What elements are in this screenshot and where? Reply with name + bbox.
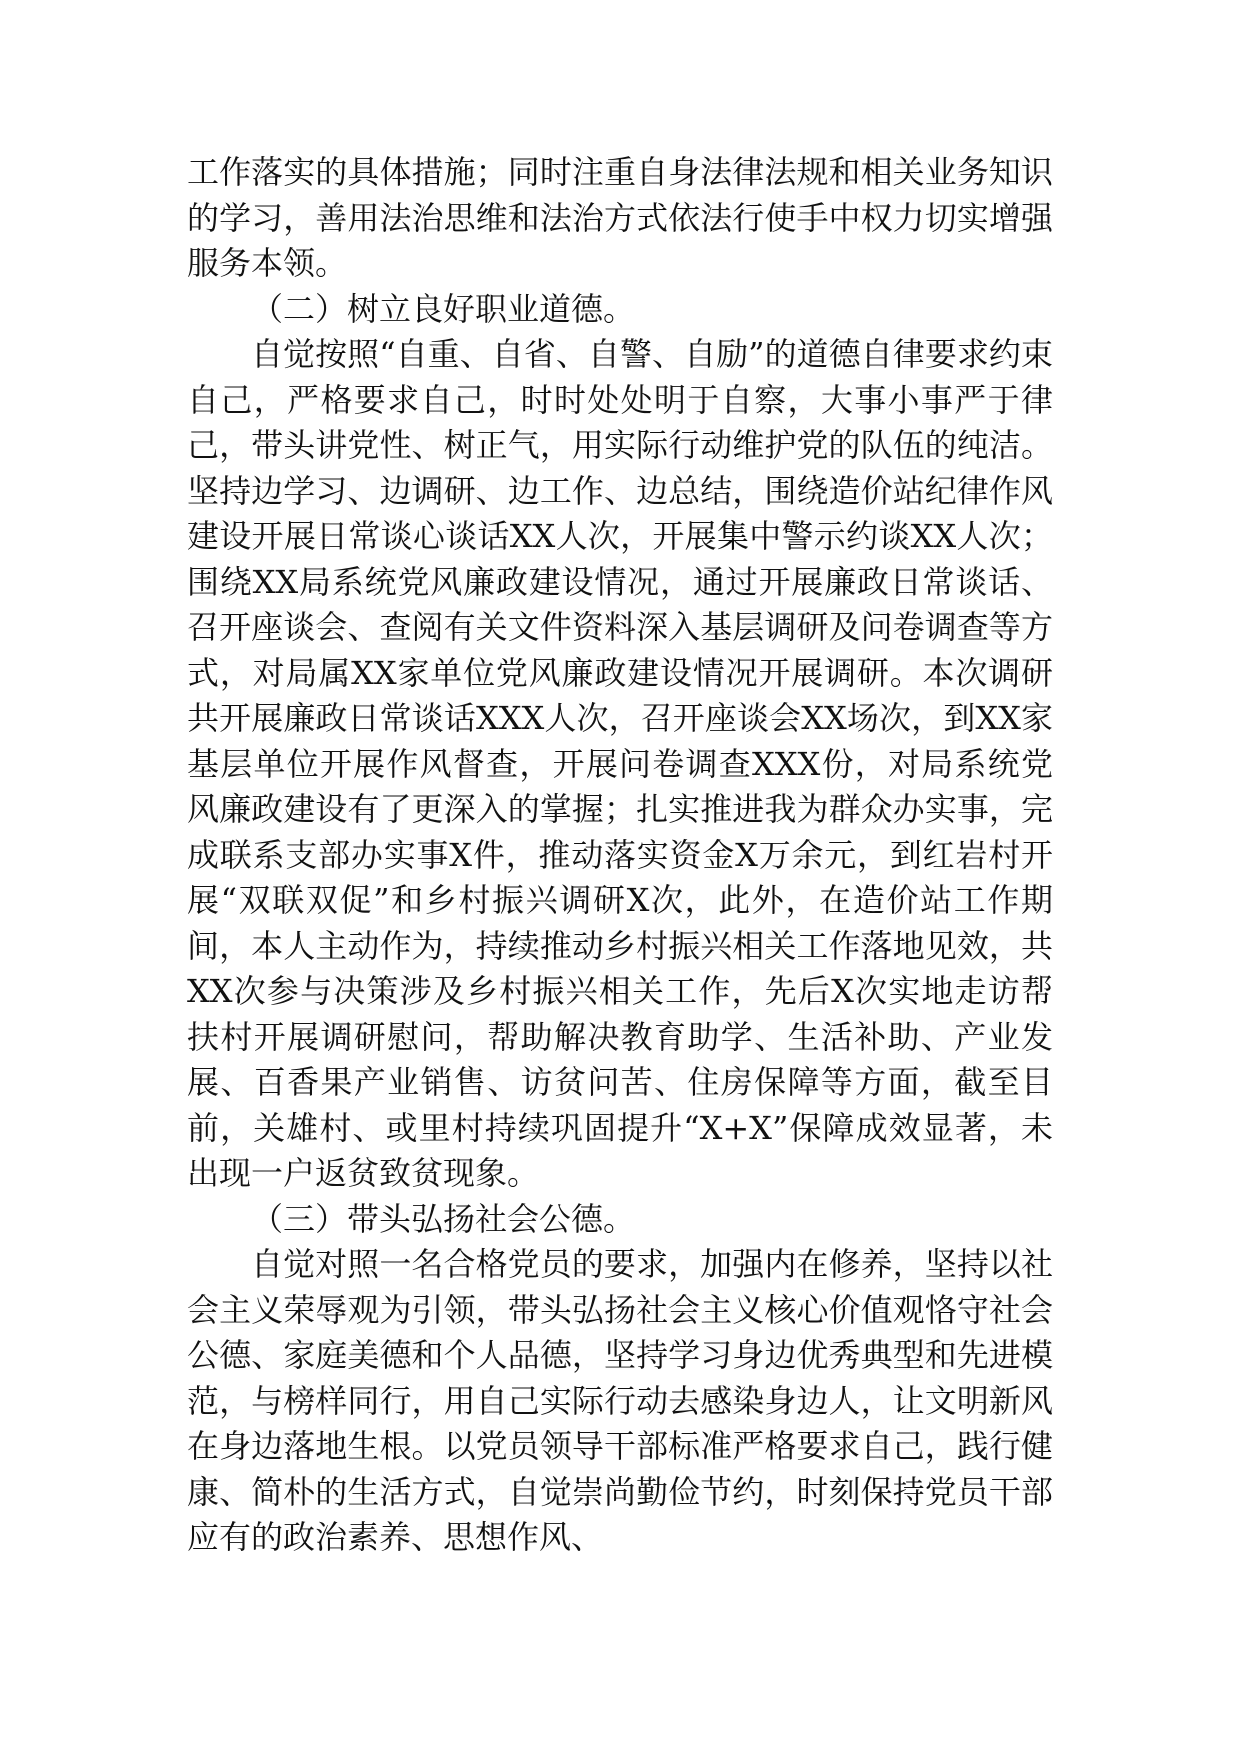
paragraph-continuation: 工作落实的具体措施；同时注重自身法律法规和相关业务知识的学习，善用法治思维和法治方式依法行使手中权力切实增强服务本领。 — [187, 153, 1053, 282]
paragraph-professional-ethics: 自觉按照“自重、自省、自警、自励”的道德自律要求约束自己，严格要求自己，时时处处明于自察，大事小事严于律己，带头讲党性、树正气，用实际行动维护党的队伍的纯洁。坚持边学习、边调研、边工作、边总结，围绕造价站纪律作风建设开展日常谈心谈话XX人次，开展集中警示约谈XX人次；围绕XX局系统党风廉政建设情况，通过开展廉政日常谈话、召开座谈会、查阅有关文件资料深入基层调研及问卷调查等方式，对局属XX家单位党风廉政建设情况开展调研。本次调研共开展廉政日常谈话XXX人次，召开座谈会XX场次，到XX家基层单位开展作风督查，开展问卷调查XXX份，对局系统党风廉政建设有了更深入的掌握；扎实推进我为群众办实事，完成联系支部办实事X件，推动落实资金X万余元，到红岩村开展“双联双促”和乡村振兴调研X次，此外，在造价站工作期间，本人主动作为，持续推动乡村振兴相关工作落地见效，共XX次参与决策涉及乡村振兴相关工作，先后X次实地走访帮扶村开展调研慰问，帮助解决教育助学、生活补助、产业发展、百香果产业销售、访贫问苦、住房保障等方面，截至目前，关雄村、或里村持续巩固提升“X+X”保障成效显著，未出现一户返贫致贫现象。 — [187, 335, 1053, 1192]
paragraph-social-morality: 自觉对照一名合格党员的要求，加强内在修养，坚持以社会主义荣辱观为引领，带头弘扬社会主义核心价值观恪守社会公德、家庭美德和个人品德，坚持学习身边优秀典型和先进模范，与榜样同行，用自己实际行动去感染身边人，让文明新风在身边落地生根。以党员领导干部标准严格要求自己，践行健康、简朴的生活方式，自觉崇尚勤俭节约，时刻保持党员干部应有的政治素养、思想作风、 — [187, 1245, 1053, 1556]
section-heading-3: （三）带头弘扬社会公德。 — [251, 1199, 636, 1238]
document-body — [187, 150, 1053, 1561]
section-heading-2: （二）树立良好职业道德。 — [251, 289, 636, 328]
